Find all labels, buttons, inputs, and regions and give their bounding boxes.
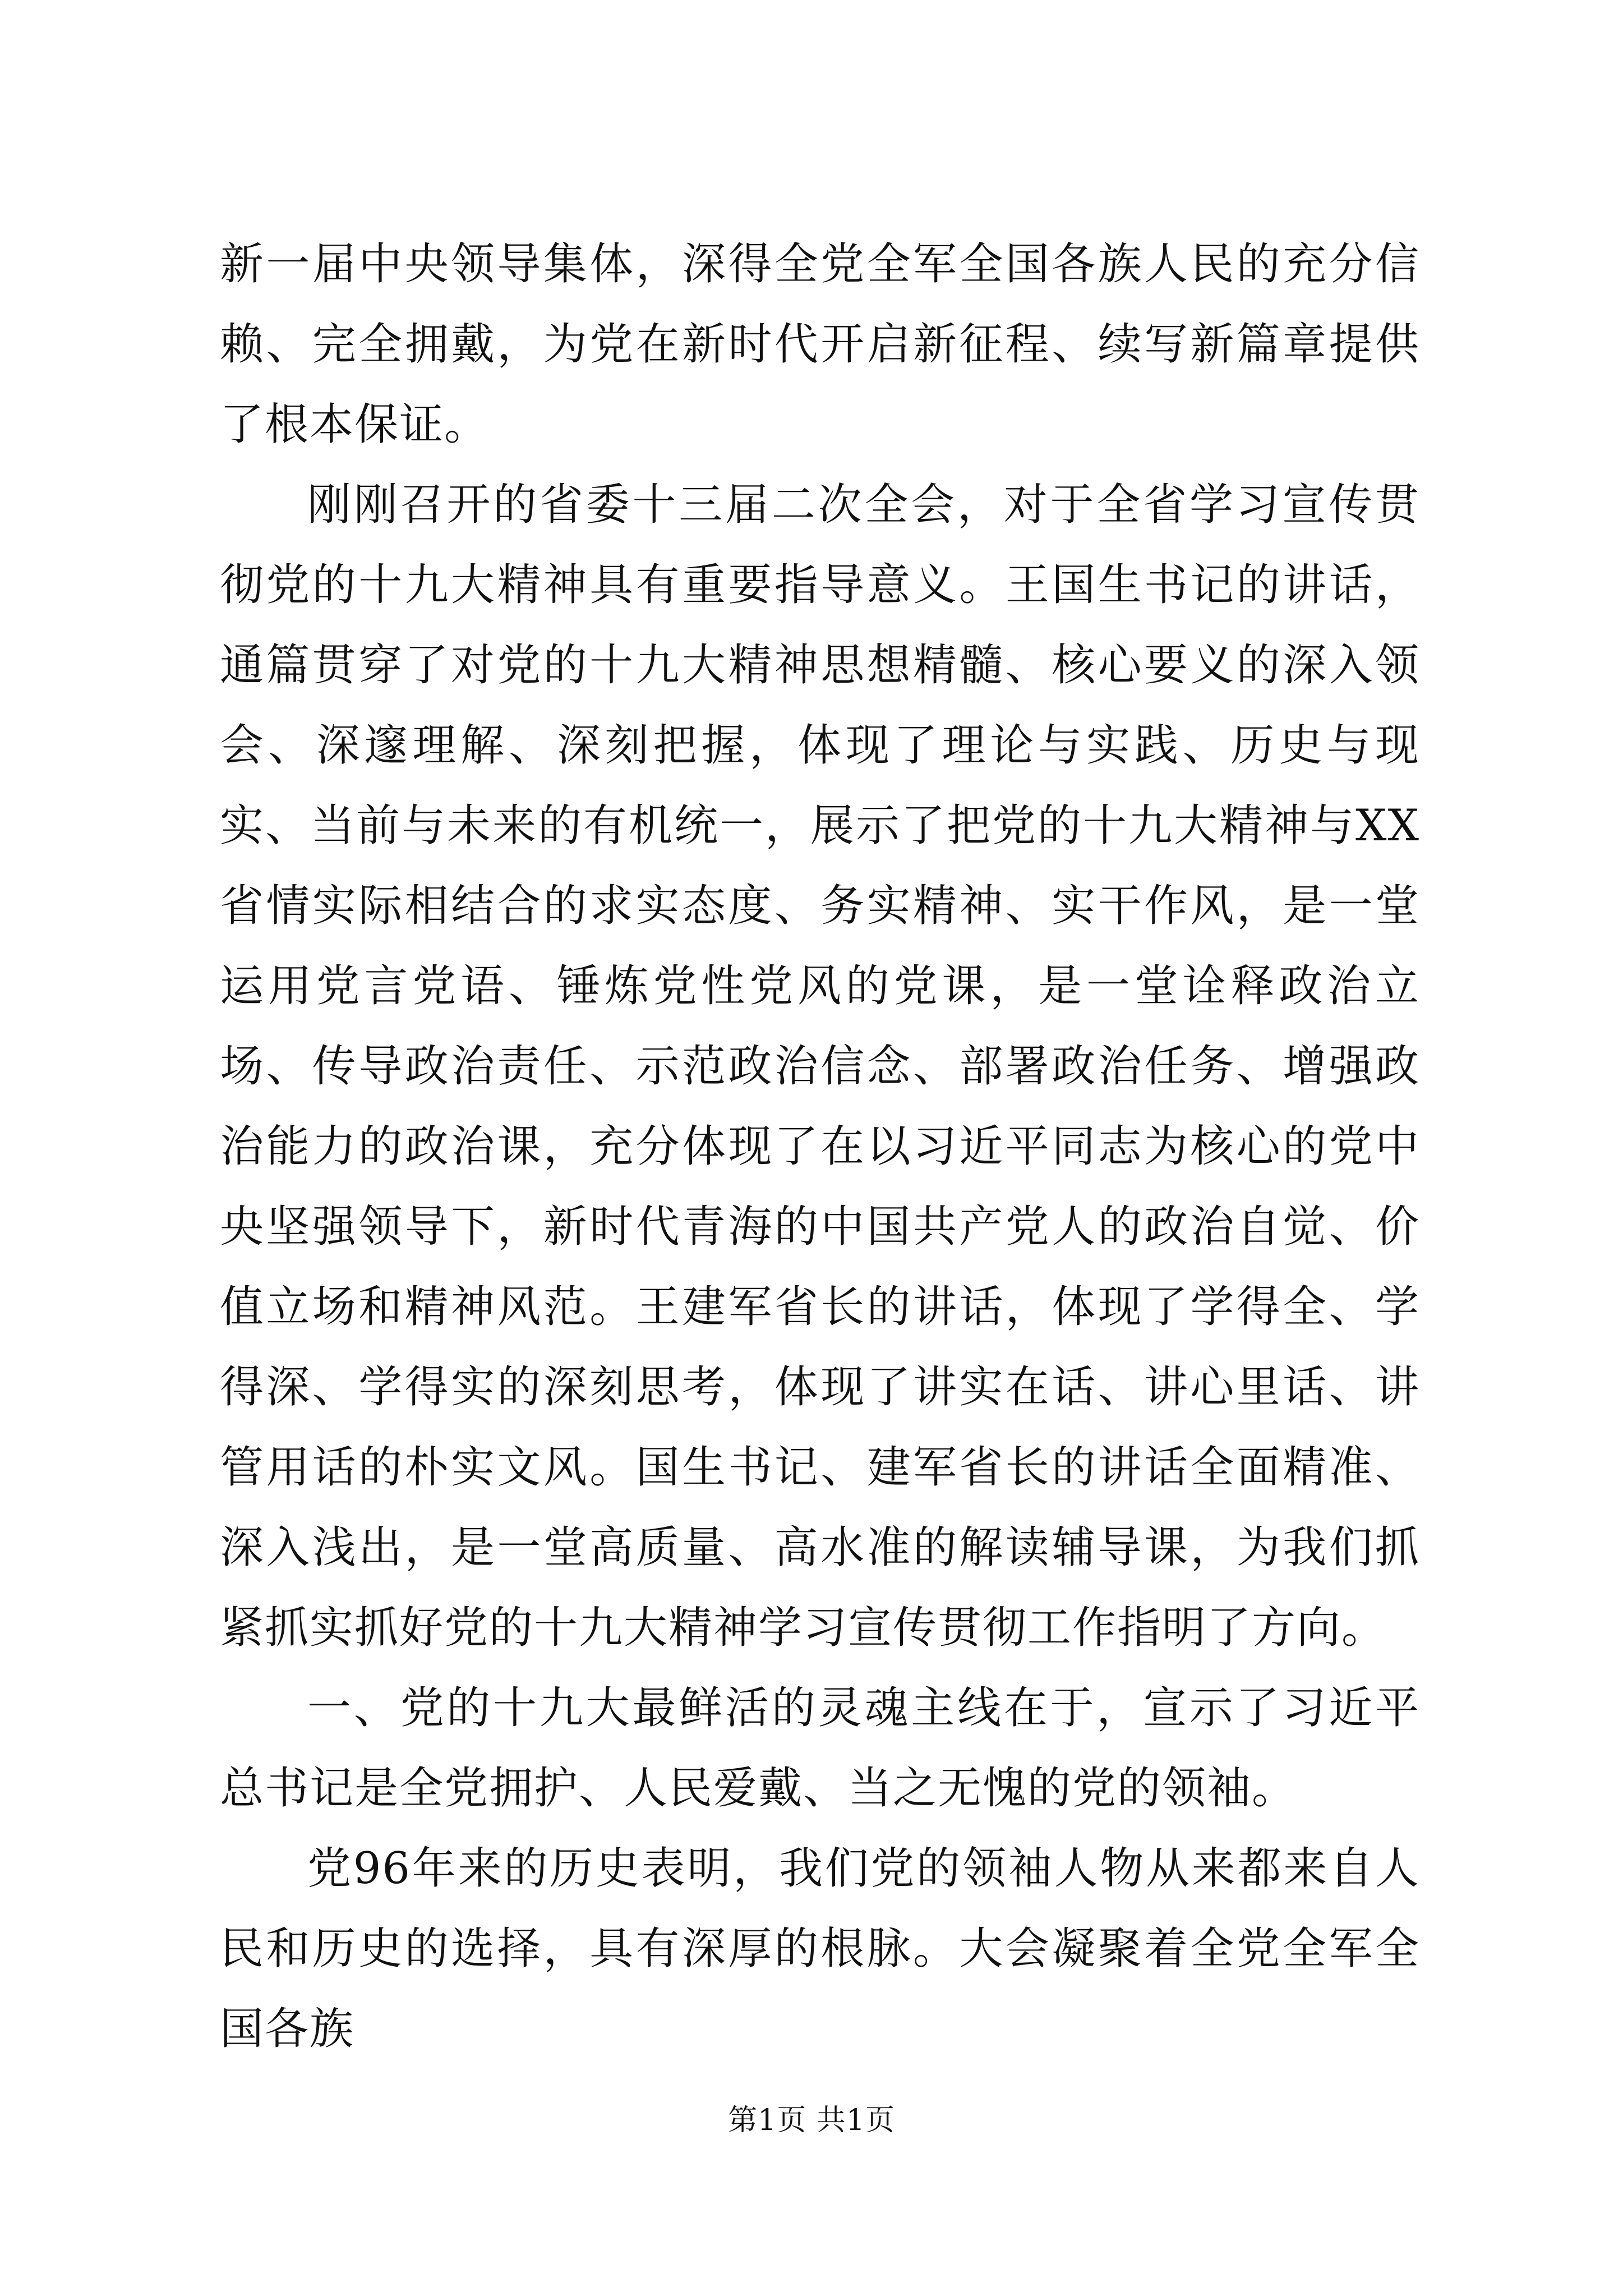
paragraph-2: 刚刚召开的省委十三届二次全会，对于全省学习宣传贯彻党的十九大精神具有重要指导意义。王国生书记的讲话，通篇贯穿了对党的十九大精神思想精髓、核心要义的深入领会、深邃理解、深刻把握，体现了理论与实践、历史与现实、当前与未来的有机统一，展示了把党的十九大精神与XX省情实际相结合的求实态度、务实精神、实干作风，是一堂运用党言党语、锤炼党性党风的党课，是一堂诠释政治立场、传导政治责任、示范政治信念、部署政治任务、增强政治能力的政治课，充分体现了在以习近平同志为核心的党中央坚强领导下，新时代青海的中国共产党人的政治自觉、价值立场和精神风范。王建军省长的讲话，体现了学得全、学得深、学得实的深刻思考，体现了讲实在话、讲心里话、讲管用话的朴实文风。国生书记、建军省长的讲话全面精准、深入浅出，是一堂高质量、高水准的解读辅导课，为我们抓紧抓实抓好党的十九大精神学习宣传贯彻工作指明了方向。 [220, 480, 1420, 1653]
body-text [220, 224, 1420, 2069]
page-footer: 第1页 共1页 [728, 2104, 895, 2137]
paragraph-3-section-heading: 一、党的十九大最鲜活的灵魂主线在于，宣示了习近平总书记是全党拥护、人民爱戴、当之无愧的党的领袖。 [220, 1683, 1420, 1814]
paragraph-1: 新一届中央领导集体，深得全党全军全国各族人民的充分信赖、完全拥戴，为党在新时代开启新征程、续写新篇章提供了根本保证。 [220, 239, 1420, 450]
paragraph-4: 党96年来的历史表明，我们党的领袖人物从来都来自人民和历史的选择，具有深厚的根脉。大会凝聚着全党全军全国各族 [220, 1843, 1420, 2054]
